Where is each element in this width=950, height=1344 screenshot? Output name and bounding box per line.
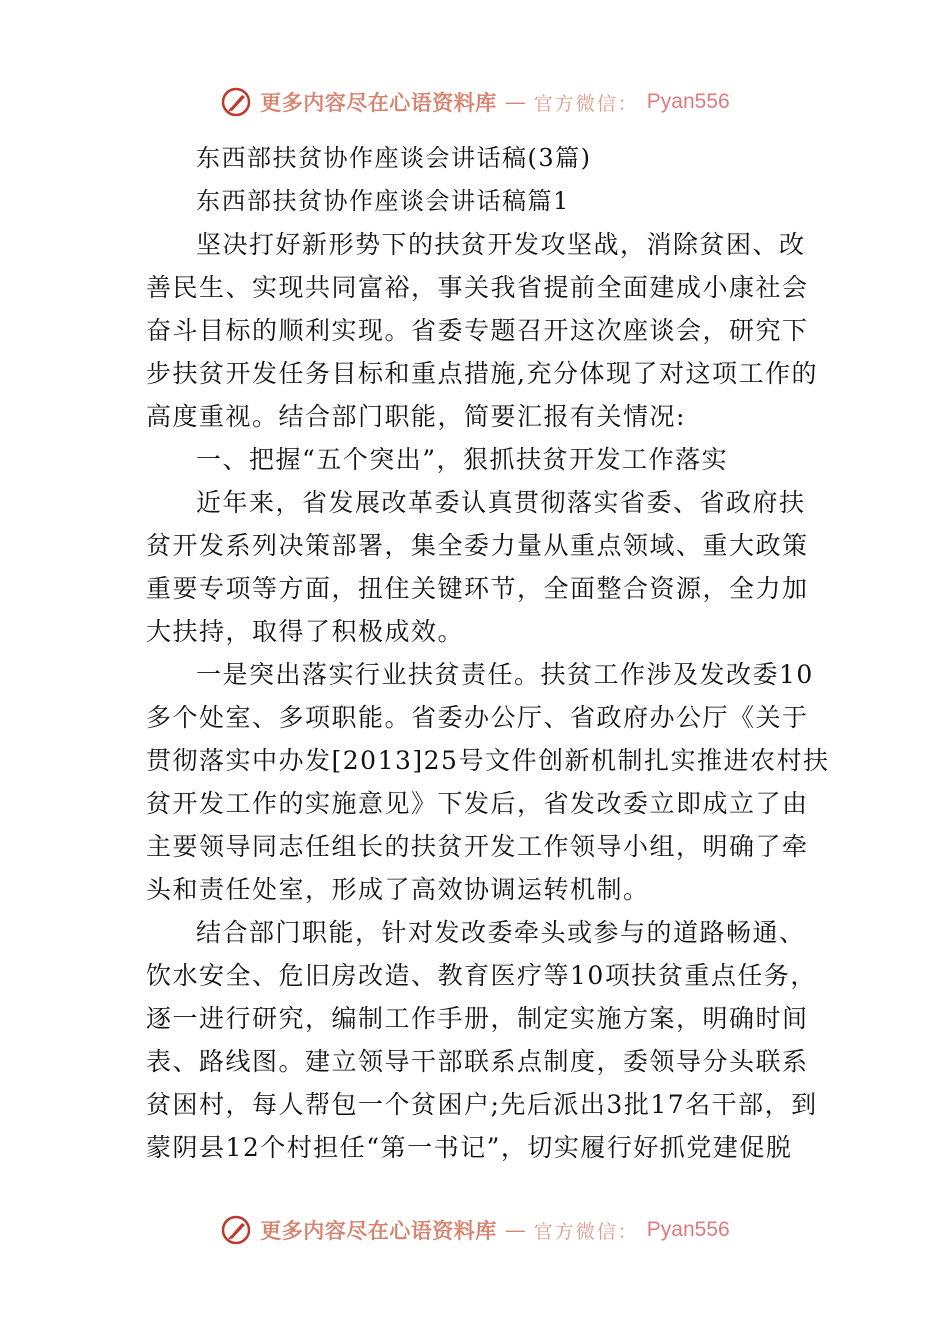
paragraph-line: 头和责任处室，形成了高效协调运转机制。 [146, 875, 650, 904]
paragraph-line: 表、路线图。建立领导干部联系点制度，委领导分头联系 [146, 1047, 809, 1076]
quill-logo-icon [220, 1214, 252, 1246]
watermark-brand: 更多内容尽在心语资料库 [260, 1218, 497, 1243]
watermark-dash: — [504, 90, 526, 114]
watermark-label: 官方微信： [533, 92, 639, 115]
quill-logo-icon [220, 86, 252, 118]
paragraph-line: 主要领导同志任组长的扶贫开发工作领导小组，明确了牵 [146, 832, 809, 861]
paragraph-line: 贫开发系列决策部署，集全委力量从重点领域、重大政策 [146, 531, 809, 560]
paragraph-line: 饮水安全、危旧房改造、教育医疗等10项扶贫重点任务， [146, 961, 817, 990]
paragraph-line: 高度重视。结合部门职能，简要汇报有关情况: [146, 402, 686, 431]
watermark-brand: 更多内容尽在心语资料库 [260, 90, 497, 115]
document-body [146, 137, 830, 1169]
paragraph-line: 多个处室、多项职能。省委办公厅、省政府办公厅《关于 [146, 703, 809, 732]
paragraph-line: 善民生、实现共同富裕，事关我省提前全面建成小康社会 [146, 273, 809, 302]
document-subtitle: 东西部扶贫协作座谈会讲话稿篇1 [196, 187, 570, 215]
paragraph-line: 步扶贫开发任务目标和重点措施,充分体现了对这项工作的 [146, 359, 818, 388]
paragraph-line: 坚决打好新形势下的扶贫开发攻坚战，消除贫困、改 [196, 230, 806, 259]
footer-watermark [0, 1208, 950, 1252]
paragraph-line: 贯彻落实中办发[2013]25号文件创新机制扎实推进农村扶 [146, 746, 830, 775]
header-watermark [0, 80, 950, 124]
watermark-label: 官方微信： [533, 1220, 639, 1243]
paragraph-line: 奋斗目标的顺利实现。省委专题召开这次座谈会，研究下 [146, 316, 809, 345]
paragraph-line: 贫困村，每人帮包一个贫困户;先后派出3批17名干部，到 [146, 1090, 818, 1119]
paragraph-line: 逐一进行研究，编制工作手册，制定实施方案，明确时间 [146, 1004, 809, 1033]
paragraph-line: 贫开发工作的实施意见》下发后，省发改委立即成立了由 [146, 789, 809, 818]
paragraph-line: 蒙阴县12个村担任“第一书记”，切实履行好抓党建促脱 [146, 1133, 793, 1162]
paragraph-line: 结合部门职能，针对发改委牵头或参与的道路畅通、 [196, 918, 806, 947]
paragraph-line: 一是突出落实行业扶贫责任。扶贫工作涉及发改委10 [196, 660, 814, 689]
watermark-dash: — [504, 1218, 526, 1242]
document-title: 东西部扶贫协作座谈会讲话稿(3篇) [196, 144, 592, 172]
section-heading: 一、把握“五个突出”，狠抓扶贫开发工作落实 [196, 445, 729, 474]
paragraph-line: 大扶持，取得了积极成效。 [146, 617, 465, 646]
paragraph-line: 近年来，省发展改革委认真贯彻落实省委、省政府扶 [196, 488, 806, 517]
paragraph-line: 重要专项等方面，扭住关键环节，全面整合资源，全力加 [146, 574, 809, 603]
watermark-id: Pyan556 [646, 90, 730, 113]
watermark-id: Pyan556 [646, 1218, 730, 1241]
